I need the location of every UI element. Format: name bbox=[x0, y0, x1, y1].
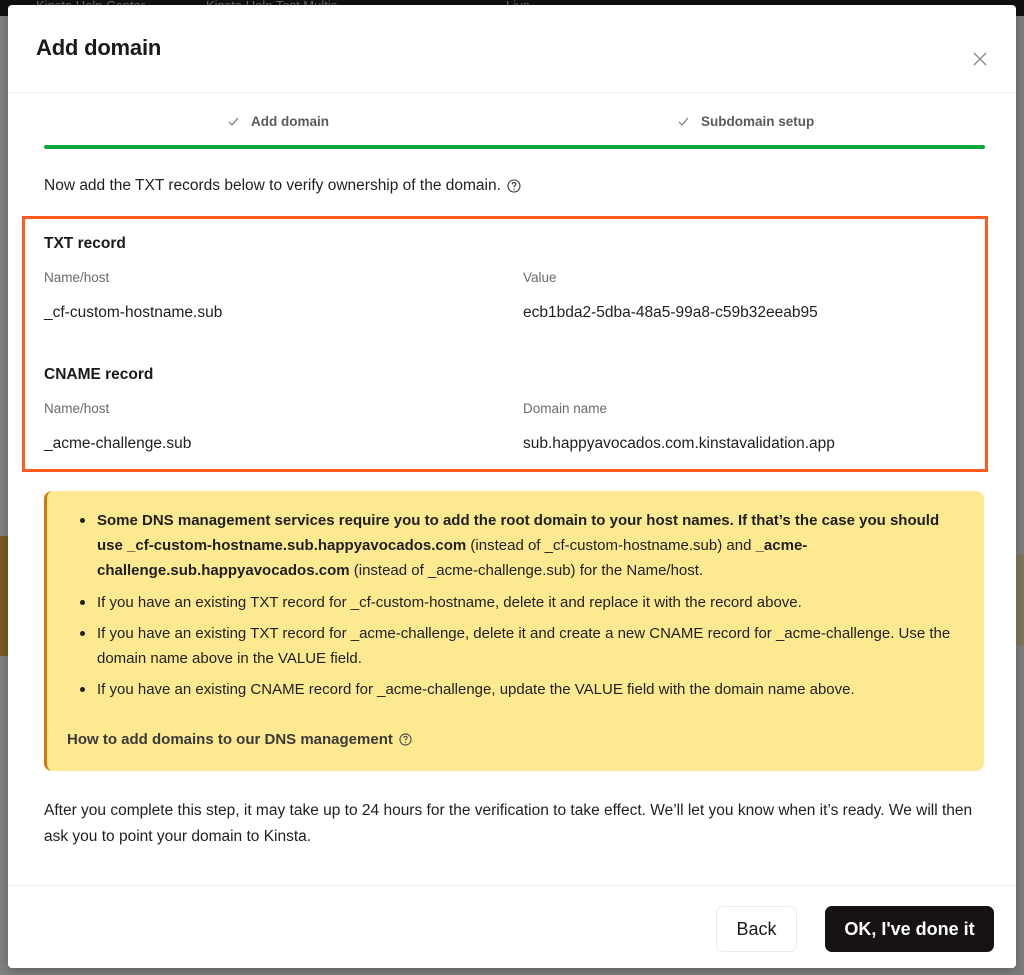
back-button[interactable]: Back bbox=[716, 906, 797, 952]
modal-header bbox=[8, 5, 1016, 93]
intro-text bbox=[44, 177, 521, 195]
intro-label: Now add the TXT records below to verify ownership of the domain. bbox=[44, 177, 501, 194]
help-icon[interactable] bbox=[507, 179, 521, 193]
notice-item: If you have an existing TXT record for _acme-challenge, delete it and create a new CNAME record for _acme-challenge. Use the domain name above in the VALUE field. bbox=[77, 621, 967, 671]
txt-record-title: TXT record bbox=[44, 235, 126, 252]
background-accent bbox=[1017, 555, 1024, 645]
dns-management-help-link[interactable] bbox=[67, 731, 412, 748]
step-subdomain-setup bbox=[678, 114, 814, 129]
background-page-edge bbox=[0, 16, 8, 975]
help-icon bbox=[399, 733, 412, 746]
check-icon bbox=[678, 117, 689, 126]
step-add-domain bbox=[228, 114, 329, 129]
confirm-done-button[interactable]: OK, I've done it bbox=[825, 906, 994, 952]
progress-bar bbox=[44, 145, 985, 149]
cname-domain-value[interactable]: sub.happyavocados.com.kinstavalidation.app bbox=[523, 435, 835, 452]
close-icon bbox=[973, 52, 987, 66]
txt-value-value[interactable]: ecb1bda2-5dba-48a5-99a8-c59b32eeab95 bbox=[523, 304, 818, 321]
cname-name-label: Name/host bbox=[44, 401, 110, 416]
step-label: Add domain bbox=[251, 114, 329, 129]
dns-records-box bbox=[22, 216, 988, 472]
txt-value-label: Value bbox=[523, 270, 557, 285]
dns-notice bbox=[44, 491, 984, 771]
close-button[interactable] bbox=[968, 47, 992, 71]
notice-item: If you have an existing TXT record for _cf-custom-hostname, delete it and replace it with the record above. bbox=[77, 590, 967, 615]
background-accent bbox=[0, 536, 8, 656]
add-domain-modal bbox=[8, 5, 1016, 968]
notice-list bbox=[77, 508, 967, 708]
link-label: How to add domains to our DNS management bbox=[67, 731, 393, 748]
modal-footer bbox=[8, 885, 1016, 968]
notice-item: Some DNS management services require you to add the root domain to your host names. If that’s the case you should use _cf-custom-hostname.sub.happyavocados.com (instead of _cf-custom-hostname.sub) and _acme-challenge.sub.happyavocados.com (instead of _acme-challenge.sub) for the Name/host. bbox=[77, 508, 967, 583]
step-label: Subdomain setup bbox=[701, 114, 815, 129]
cname-domain-label: Domain name bbox=[523, 401, 608, 416]
notice-item: If you have an existing CNAME record for _acme-challenge, update the VALUE field with the domain name above. bbox=[77, 677, 967, 702]
txt-name-label: Name/host bbox=[44, 270, 110, 285]
txt-name-value[interactable]: _cf-custom-hostname.sub bbox=[44, 304, 223, 321]
cname-record-title: CNAME record bbox=[44, 366, 154, 383]
cname-name-value[interactable]: _acme-challenge.sub bbox=[44, 435, 192, 452]
stepper bbox=[44, 109, 985, 149]
check-icon bbox=[228, 117, 239, 126]
modal-title: Add domain bbox=[36, 35, 162, 60]
verification-note: After you complete this step, it may take up to 24 hours for the verification to take effect. We’ll let you know when it’s ready. We will then ask you to point your domain to Kinsta. bbox=[44, 802, 973, 845]
